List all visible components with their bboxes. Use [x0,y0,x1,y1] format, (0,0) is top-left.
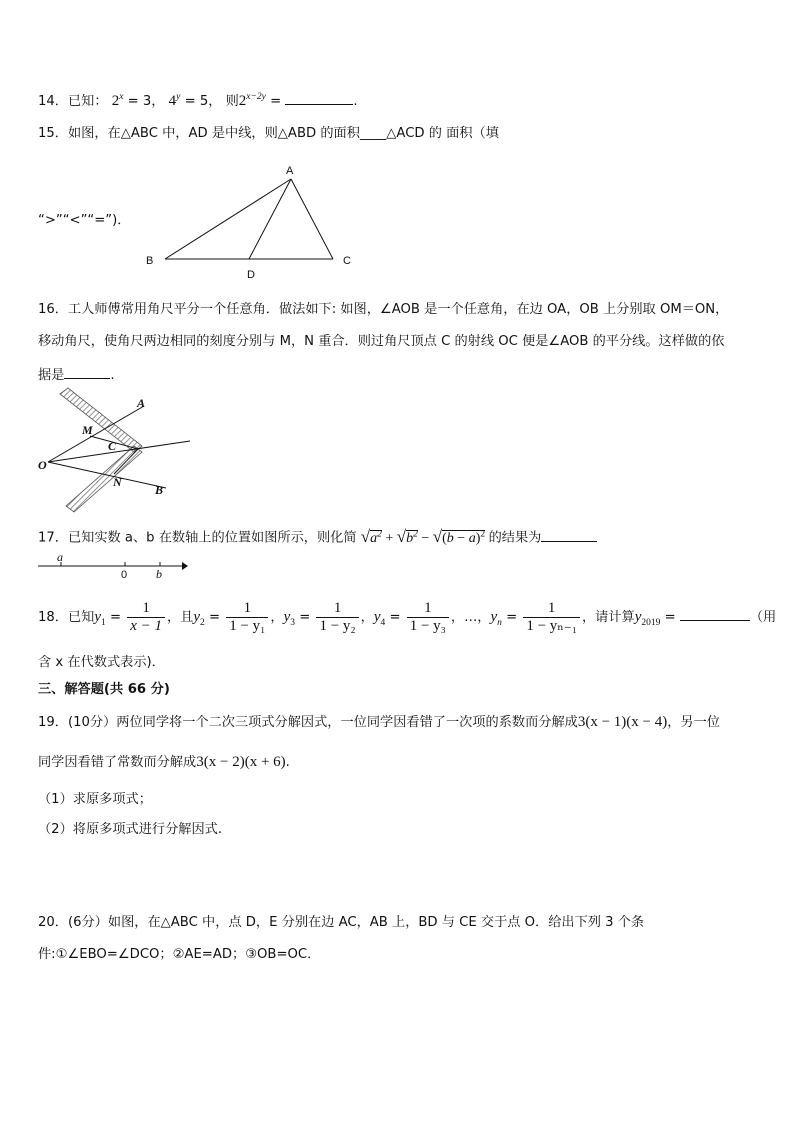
q14-eq2: 4$^y$ [168,92,181,109]
label-n: N [113,475,122,489]
q18-answer-blank [680,606,750,621]
label-b: B [155,483,164,497]
frac-y1: $\frac{1}{x - 1}$ [127,600,165,635]
question-20-line2: 件:①∠EBO=∠DCO；②AE=AD；③OB=OC． [38,947,321,962]
q14-eq1: 2$^x$ [111,92,124,109]
q17-expression: $√a^2 + √b^2 - √(b - a)^2$ [360,526,486,546]
q14-eq3: $2^{x-2y}$ [238,92,266,109]
ray-ob [48,462,166,488]
angle-ruler-figure [36,390,196,510]
q14-answer-blank [285,90,353,105]
question-19-line1: 19．(10分）两位同学将一个二次三项式分解因式，一位同学因看错了一次项的系数而分解成3(x − 1)(x − 4)，另一位 [38,714,720,730]
label-d: D [247,269,255,281]
question-17: 17．已知实数 a、b 在数轴上的位置如图所示，则化简 $√a^2 + √b^2 - √(b - a)^2$ 的结果为 [38,524,597,549]
q16-answer-blank [64,364,110,379]
triangle-abd-figure [140,160,370,281]
ruler-arm-lower [66,446,142,512]
frac-y4: $\frac{1}{\text{1 − y₃}}$ [407,600,449,635]
label-b: B [146,255,154,267]
frac-y3: $\frac{1}{\text{1 − y₂}}$ [316,600,358,635]
question-16-line2: 移动角尺，使角尺两边相同的刻度分别与 M，N 重合．则过角尺顶点 C 的射线 OC 便是∠AOB 的平分线。这样做的依 [38,334,725,349]
label-a: A [286,165,294,177]
label-a: A [137,396,146,410]
label-b: b [156,567,162,581]
question-20-line1: 20．(6分）如图，在△ABC 中，点 D，E 分别在边 AC，AB 上，BD 与 CE 交于点 O．给出下列 3 个条 [38,915,645,930]
section-heading: 三、解答题(共 66 分) [38,682,170,697]
question-14: 14．已知： $2^x = 3$， $4^y = 5$， 则$2^{x-2y}$ = . [38,92,358,109]
q17-answer-blank [541,527,597,542]
label-a: a [57,550,63,564]
label-c: C [343,255,351,267]
label-m: M [82,423,93,437]
label-c: C [108,439,117,453]
frac-y2: $\frac{1}{\text{1 − y₁}}$ [226,600,268,635]
question-19-sub1: （1）求原多项式； [38,792,152,807]
question-19-line2: 同学因看错了常数而分解成3(x − 2)(x + 6). [38,754,290,770]
question-15-line1: 15．如图，在△ABC 中，AD 是中线，则△ABD 的面积____△ACD 的 面积（填 [38,126,499,141]
side-ac [291,179,333,259]
question-16-line1: 16．工人师傅常用角尺平分一个任意角．做法如下: 如图，∠AOB 是一个任意角，在边 OA，OB 上分别取 OM＝ON， [38,302,729,317]
label-zero: 0 [121,569,128,581]
label-o: O [38,458,47,472]
side-ab [165,179,291,259]
q14-label: 14．已知： [38,94,108,109]
question-18: 18．已知$y_1$ = $\frac{1}{x - 1}$ ，且$y_2$ = $\frac{1}{\text{1 − y₁}}$ ，$y_3$ = $\frac{1}{\text{1 − y₂}}$ ，$y_4$ = $\frac{1}{\text{1 − y₃}}$ ，…，$y_n$ = $\frac{1}{\text{1 − yₙ₋₁}}$ ，请计算$y_{2019}$ = （用 [38,599,777,634]
ruler-arm-upper [60,388,142,452]
median-ad [249,179,291,259]
number-line-figure [36,550,196,582]
question-18-line2: 含 x 在代数式表示)． [38,655,165,670]
question-15-line2: “>”“<”“=”)． [38,213,131,228]
question-16-line3: 据是 . [38,364,115,386]
question-19-sub2: （2）将原多项式进行分解因式. [38,822,223,837]
axis-arrow-icon [182,562,188,570]
frac-yn: $\frac{1}{\text{1 − yₙ₋₁}}$ [523,600,580,635]
